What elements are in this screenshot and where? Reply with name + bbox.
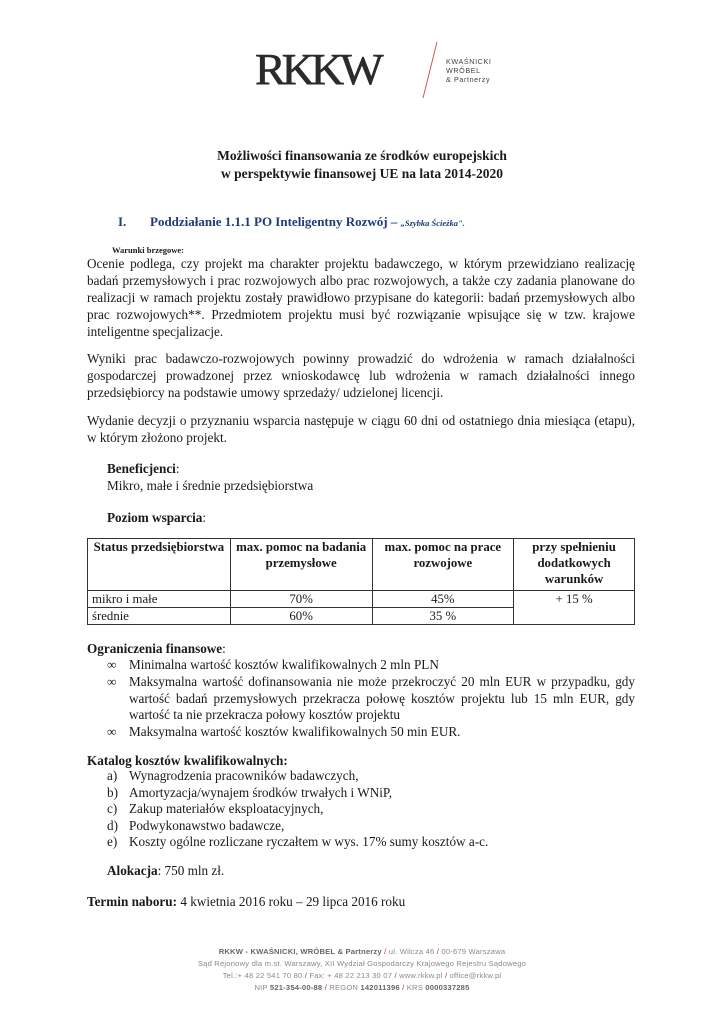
list-item: e) Koszty ogólne rozliczane ryczałtem w wys. 17% sumy kosztów a-c. xyxy=(107,834,489,849)
footer-line-4: NIP 521-354-00-88 / REGON 142011396 / KRS 0000337285 xyxy=(254,983,470,992)
footer-line-2: Sąd Rejonowy dla m.st. Warszawy, XII Wydział Gospodarczy Krajowego Rejestru Sądowego xyxy=(197,959,527,968)
termin-naboru: Termin naboru: 4 kwietnia 2016 roku – 29 lipca 2016 roku xyxy=(87,894,406,909)
list-item: b) Amortyzacja/wynajem środków trwałych i WNiP, xyxy=(107,784,393,800)
list-item: d) Podwykonawstwo badawcze, xyxy=(107,817,285,833)
list-item: ∞ Maksymalna wartość kosztów kwalifikowalnych 50 min EUR. xyxy=(107,724,461,740)
infinity-bullet-icon: ∞ xyxy=(107,657,117,672)
header-badania: max. pomoc na badania przemysłowe xyxy=(230,539,372,591)
header-bonus: przy spełnieniu dodatkowych warunków xyxy=(514,539,635,591)
list-item: ∞ Minimalna wartość kosztów kwalifikowalnych 2 mln PLN xyxy=(107,657,439,672)
warunki-label: Warunki brzegowe: xyxy=(112,245,185,255)
list-item: c) Zakup materiałów eksploatacyjnych, xyxy=(107,801,324,816)
header-status: Status przedsiębiorstwa xyxy=(88,539,231,591)
logo-slash-icon xyxy=(420,40,440,100)
website-link[interactable]: www.rkkw.pl xyxy=(399,971,443,980)
katalog-list xyxy=(107,768,488,851)
email-link[interactable]: office@rkkw.pl xyxy=(449,971,502,980)
document-title: Możliwości finansowania ze środków europejskich w perspektywie finansowej UE na lata 2014-2020 xyxy=(217,148,507,181)
paragraph-1: Ocenie podlega, czy projekt ma charakter projektu badawczego, w którym przewidziano realizację badań przemysłowych i prac rozwojowych albo prac rozwojowych, a także czy zadania planowane do realizacji w ramach projektu zostały prawidłowo przypisane do kategorii: badań przemysłowych albo prac rozwojowych**. Przedmiotem projektu musi być rozwiązanie wpisujące się w tzw. krajowe inteligentne specjalizacje. xyxy=(87,256,635,340)
paragraph-2: Wyniki prac badawczo-rozwojowych powinny prowadzić do wdrożenia w ramach działalności gospodarczej prowadzonej przez wnioskodawcę lub wdrożenia w ramach działalności innego przedsiębiorcy na podstawie umowy sprzedaży/ udzielonej licencji. xyxy=(87,351,635,401)
paragraph-3: Wydanie decyzji o przyznaniu wsparcia następuje w ciągu 60 dni od ostatniego dnia miesiąca (etapu), w którym złożono projekt. xyxy=(87,413,635,446)
table-header-row xyxy=(88,539,635,591)
poziom-wsparcia-label: Poziom wsparcia: xyxy=(107,510,207,525)
logo-subtitle: KWAŚNICKI WRÓBEL & Partnerzy xyxy=(446,57,492,84)
list-item: ∞ Maksymalna wartość dofinansowania nie może przekroczyć 20 mln EUR w przypadku, gdy wartość badań przemysłowych przekracza połowę kosztów projektu lub 15 mln EUR, gdy wartość ta nie przekracza połowy kosztów projektu xyxy=(107,673,635,723)
table-row: mikro i małe 70% 45% + 15 % xyxy=(88,591,635,608)
logo-wordmark: RKKW xyxy=(255,45,380,94)
katalog-label: Katalog kosztów kwalifikowalnych: xyxy=(87,753,288,768)
footer xyxy=(0,946,724,994)
ograniczenia-list xyxy=(107,657,635,741)
beneficjenci: Beneficjenci: Mikro, małe i średnie przedsiębiorstwa xyxy=(107,461,314,494)
infinity-bullet-icon: ∞ xyxy=(107,673,117,689)
header-rozwojowe: max. pomoc na prace rozwojowe xyxy=(372,539,514,591)
footer-line-3: Tel.:+ 48 22 541 70 80 / Fax: + 48 22 213 30 07 / www.rkkw.pl / office@rkkw.pl xyxy=(222,971,502,980)
ograniczenia-label: Ograniczenia finansowe: xyxy=(87,641,226,656)
infinity-bullet-icon: ∞ xyxy=(107,724,117,740)
table-row: średnie 60% 35 % xyxy=(88,608,635,625)
list-item: a) Wynagrodzenia pracowników badawczych, xyxy=(107,768,359,783)
bonus-cell: + 15 % xyxy=(514,591,635,625)
alokacja: Alokacja: 750 mln zł. xyxy=(107,863,225,878)
section-heading: I. Poddziałanie 1.1.1 PO Inteligentny Rozwój – „Szybka Ścieżka". xyxy=(118,214,465,229)
support-table xyxy=(87,538,635,625)
footer-line-1: RKKW - KWAŚNICKI, WRÓBEL & Partnerzy / ul. Wilcza 46 / 00-679 Warszawa xyxy=(218,947,506,956)
